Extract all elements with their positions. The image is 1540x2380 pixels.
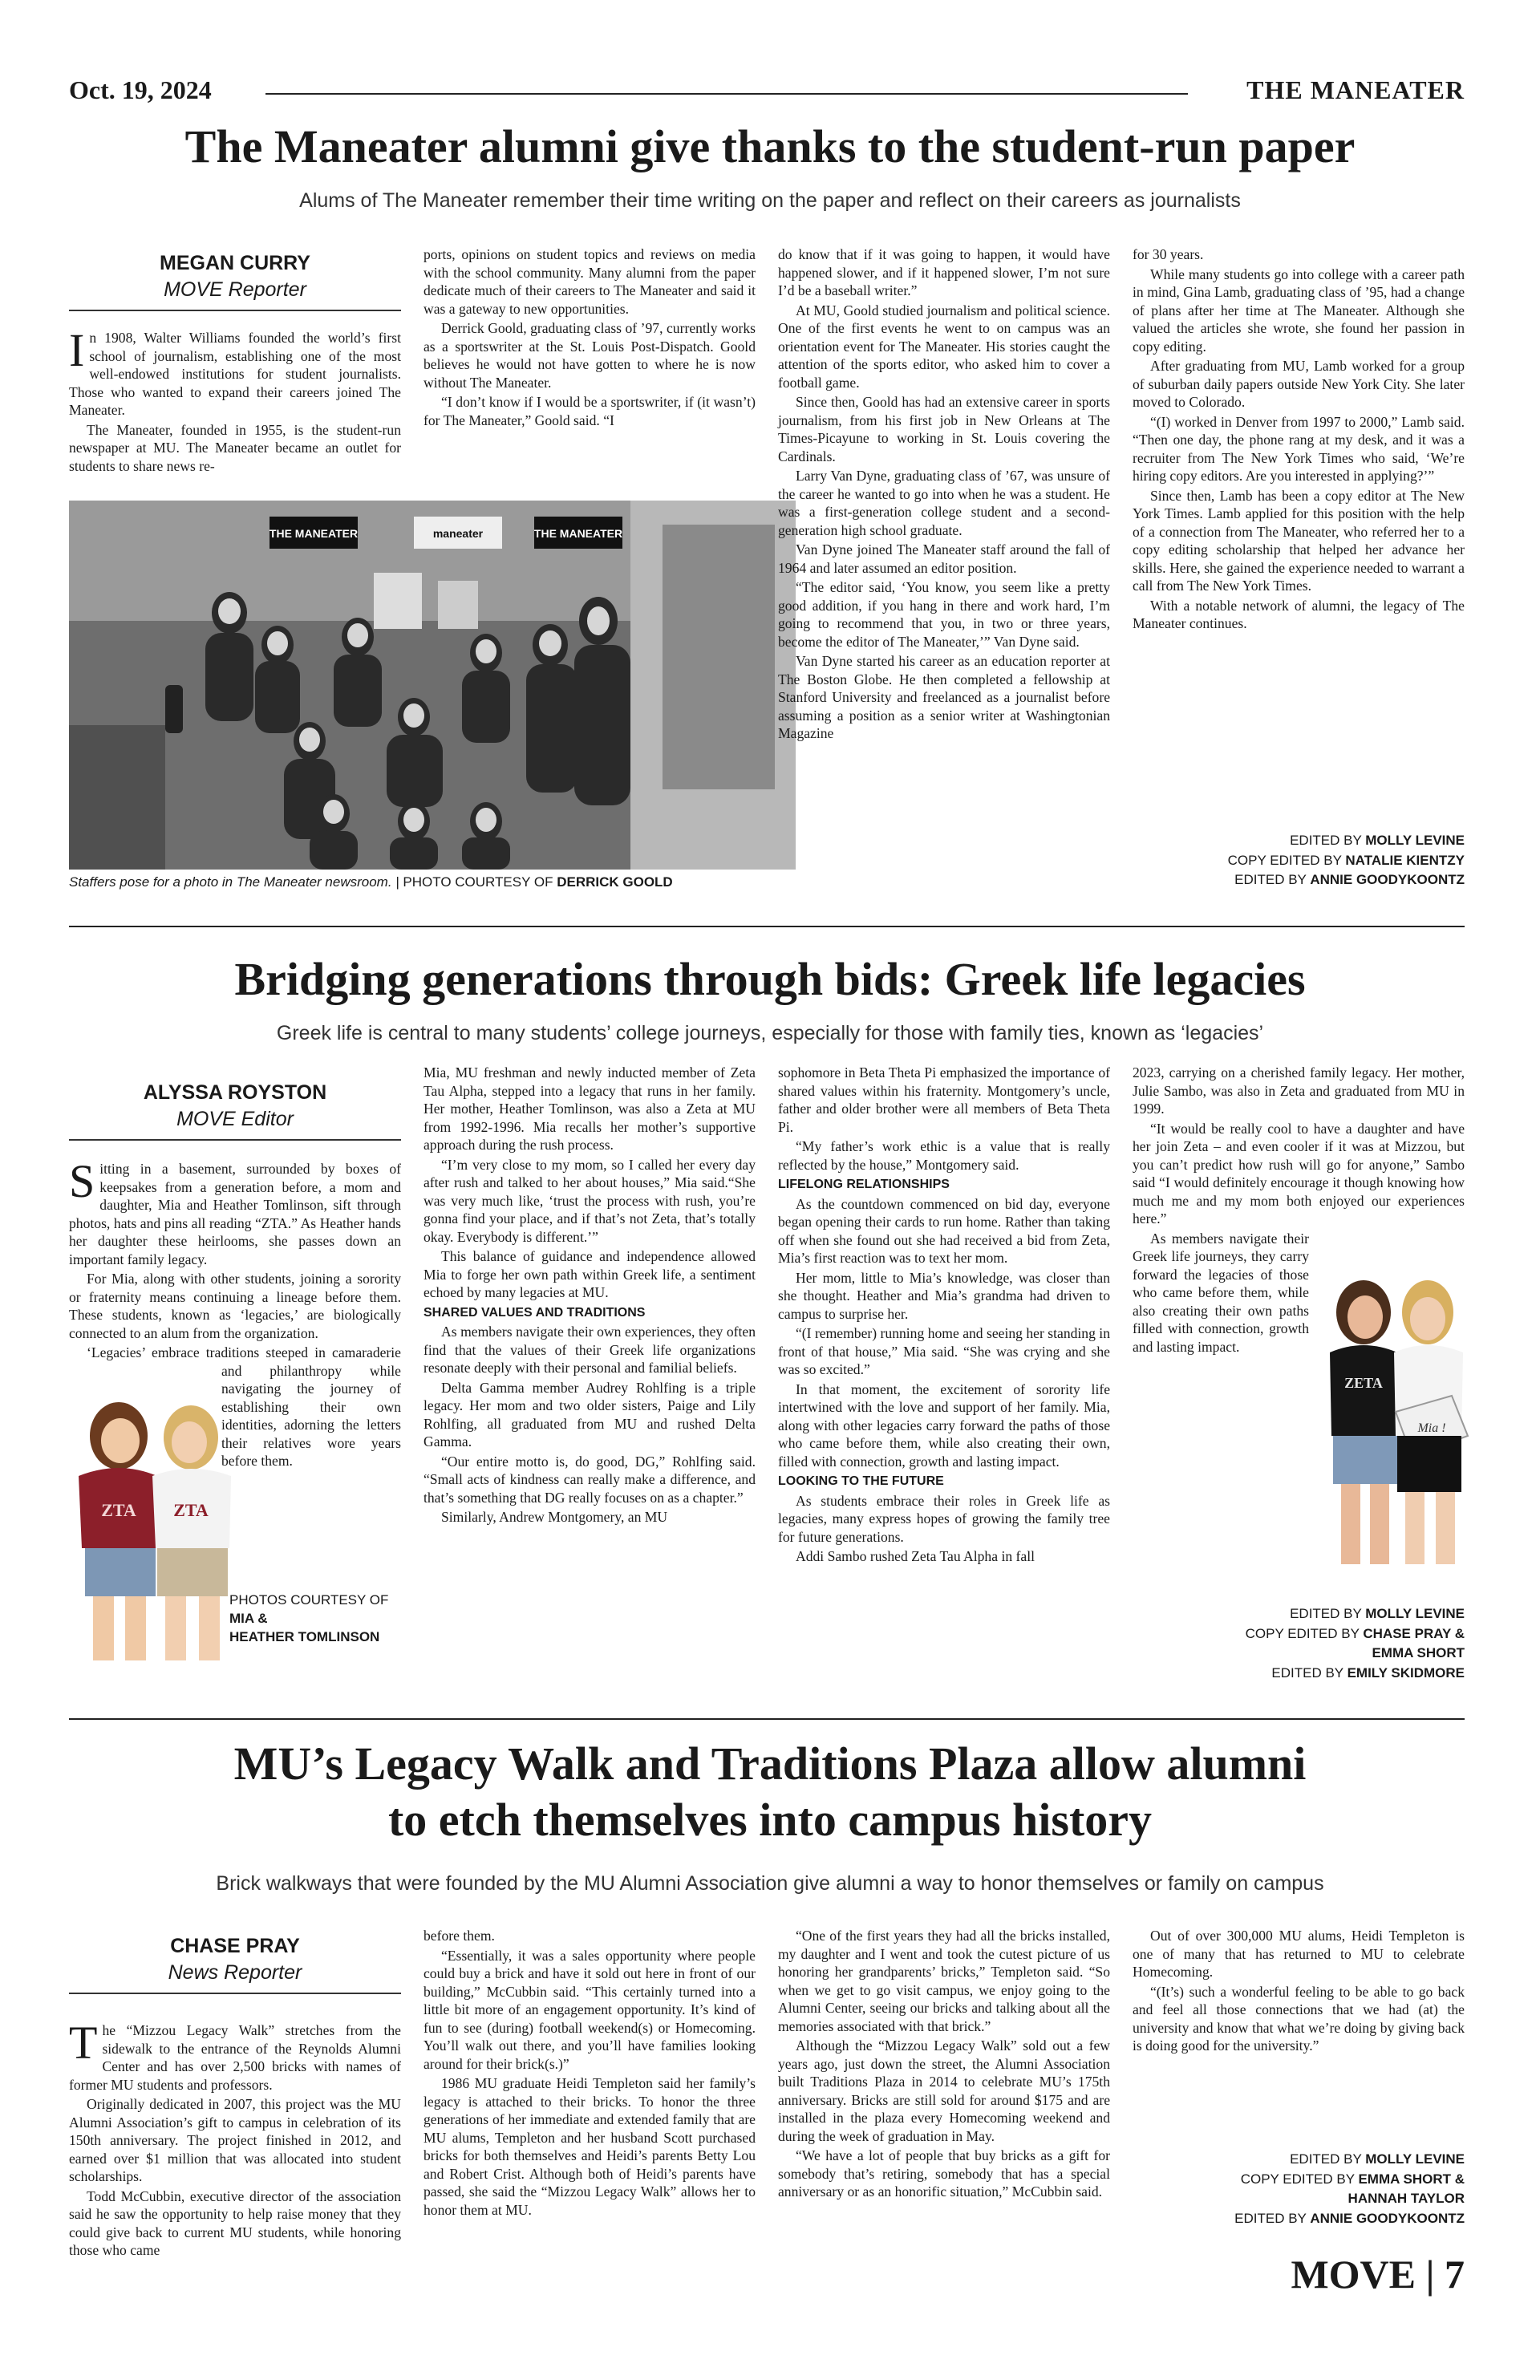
paragraph: Originally dedicated in 2007, this project was the MU Alumni Association’s gift to campus in celebration of its 150th anniversary. The project finished in 2012, and earned over $1 million that was allocated into student scholarships. bbox=[69, 2096, 401, 2185]
paragraph: “(I remember) running home and seeing her standing in front of that house,” Mia said. “She was crying and she was so excited.” bbox=[778, 1325, 1110, 1378]
subhead: SHARED VALUES AND TRADITIONS bbox=[424, 1305, 646, 1320]
paragraph: “I don’t know if I would be a sportswriter, if (it wasn’t) for The Maneater,” Goold said. “I bbox=[424, 394, 756, 428]
credit-line: EDITED BY MOLLY LEVINE bbox=[1290, 833, 1465, 848]
paragraph: for 30 years. bbox=[1133, 246, 1204, 262]
sign-text: Mia ! bbox=[1417, 1421, 1446, 1435]
paragraph: As students embrace their roles in Greek life as legacies, many express hopes of growing the family tree for future generations. bbox=[778, 1492, 1110, 1545]
paragraph: Van Dyne joined The Maneater staff around the fall of 1964 and later assumed an editor position. bbox=[778, 541, 1110, 576]
credit-line: EDITED BY MOLLY LEVINE bbox=[1290, 1606, 1465, 1621]
caption-credit-label: PHOTO COURTESY OF bbox=[403, 874, 553, 890]
drop-cap: T bbox=[69, 2017, 98, 2069]
paragraph: 2023, carrying on a cherished family legacy. Her mother, Julie Sambo, was also in Zeta and graduated from MU in 1999. bbox=[1133, 1064, 1465, 1117]
byline-rule bbox=[69, 310, 401, 311]
byline-rule bbox=[69, 1139, 401, 1141]
paragraph: The Maneater, founded in 1955, is the student-run newspaper at MU. The Maneater became an outlet for students to share news re- bbox=[69, 421, 401, 474]
article3-credits bbox=[1133, 2150, 1465, 2229]
credit-line: HANNAH TAYLOR bbox=[1348, 2191, 1465, 2207]
caption-credit-name: DERRICK GOOLD bbox=[557, 874, 673, 890]
paragraph: itting in a basement, surrounded by boxes of keepsakes from a generation before, a mom and daughter, Mia and Heather Tomlinson, sift through photos, hats and pins all reading “ZTA.” As Heather hands her daughter these heirlooms, she passes down an important family legacy. bbox=[69, 1161, 401, 1267]
headline-line: MU’s Legacy Walk and Traditions Plaza allow alumni bbox=[233, 1737, 1307, 1790]
section-divider bbox=[69, 926, 1465, 927]
subhead: LOOKING TO THE FUTURE bbox=[778, 1474, 944, 1489]
paragraph: As members navigate their own experiences, they often find that the values of their Greek life organizations resonate deeply with their personal and familial beliefs. bbox=[424, 1324, 756, 1377]
author-name: ALYSSA ROYSTON bbox=[143, 1081, 327, 1104]
photo-credit-name: HEATHER TOMLINSON bbox=[229, 1628, 380, 1644]
headline-line: to etch themselves into campus history bbox=[387, 1793, 1153, 1846]
byline-rule bbox=[69, 1993, 401, 1994]
article3-byline bbox=[69, 1935, 401, 1994]
article1-col2 bbox=[424, 245, 756, 431]
paragraph: Mia, MU freshman and newly inducted member of Zeta Tau Alpha, stepped into a legacy that runs in her family. Her mother, Heather Tomlinson, was also a Zeta at MU from 1992-1996. Mia recalls her mother’s supportive approach during the rush process. bbox=[424, 1064, 756, 1154]
masthead bbox=[69, 75, 1465, 107]
paragraph: do know that if it was going to happen, it would have happened slower, and if it happened slower, I’m not sure I’d be a baseball writer.” bbox=[778, 246, 1110, 299]
paragraph: “One of the first years they had all the bricks installed, my daughter and I went and took the cutest picture of us honoring her grandparents’ bricks,” Templeton said. “So when we get to go visit campus, we enjoy going to the Alumni Center, seeing our bricks and talking about all the memories associated with that brick.” bbox=[778, 1928, 1110, 2034]
paragraph: In that moment, the excitement of sorority life intertwined with the love and support of her family. Mia, along with other legacies carry forward the paths of those who came before them, while also creating their own, filled with connection, growth and lasting impact. bbox=[778, 1381, 1110, 1470]
paragraph: before them. bbox=[424, 1928, 495, 1944]
paragraph: Since then, Goold has had an extensive career in sports journalism, from his first job in New Orleans at The Times-Picayune to working in St. Louis covering the Cardinals. bbox=[778, 394, 1110, 464]
author-name: CHASE PRAY bbox=[170, 1935, 300, 1957]
paragraph: While many students go into college with a career path in mind, Gina Lamb, graduating class of ’95, had a change of plans after her time at The Maneater. Although she valued the articles she wrote, she found her passion in copy editing. bbox=[1133, 266, 1465, 355]
paragraph: “The editor said, ‘You know, you seem like a pretty good addition, if you hang in there and work hard, I’m going to recommend that you, in two or three years, become the editor of The Maneater,’” Van Dyne said. bbox=[778, 579, 1110, 650]
mia-heather-photo bbox=[63, 1396, 247, 1660]
paragraph: “Our entire motto is, do good, DG,” Rohlfing said. “Small acts of kindness can really make a difference, and that’s something that DG really focuses on as a chapter.” bbox=[424, 1453, 756, 1506]
author-role: News Reporter bbox=[168, 1961, 302, 1984]
caption-text: Staffers pose for a photo in The Maneater newsroom. bbox=[69, 874, 392, 890]
paragraph: “My father’s work ethic is a value that is really reflected by the house,” Montgomery said. bbox=[778, 1138, 1110, 1173]
subhead: LIFELONG RELATIONSHIPS bbox=[778, 1178, 950, 1192]
paragraph: Although the “Mizzou Legacy Walk” sold out a few years ago, just down the street, the Alumni Association built Traditions Plaza in 2014 to celebrate MU’s 175th anniversary. Bricks are still sold for around $175 and are installed in the plaza every Homecoming weekend and during the week of graduation in May. bbox=[778, 2037, 1110, 2144]
paragraph: “We have a lot of people that buy bricks as a gift for somebody that’s retiring, somebody that has a special anniversary or as an honorific situation,” McCubbin said. bbox=[778, 2147, 1110, 2200]
author-role: MOVE Reporter bbox=[164, 278, 306, 301]
paragraph: Delta Gamma member Audrey Rohlfing is a triple legacy. Her mom and two older sisters, Paige and Lily Rohlfing, all graduated from MU and rushed Delta Gamma. bbox=[424, 1379, 756, 1450]
credit-line: EMMA SHORT bbox=[1372, 1645, 1465, 1661]
paragraph: “I’m very close to my mom, so I called her every day after rush and talked to her about houses,” Mia said.“She was very much like, ‘trust the process with rush, you’re gonna find your place, and if that’s not Zeta, that’s totally okay. Everybody is different.’” bbox=[424, 1156, 756, 1245]
paragraph: At MU, Goold studied journalism and political science. One of the first events he went to on campus was an orientation event for The Maneater. His stories caught the attention of the sports editor, who asked him to cover a football game. bbox=[778, 302, 1110, 391]
article1-credits bbox=[1133, 831, 1465, 890]
photo-sign: THE MANEATER bbox=[533, 527, 623, 540]
paragraph: “Essentially, it was a sales opportunity where people could buy a brick and have it sold out here in front of our building,” McCubbin said. “This certainly turned into a little bit more of an engagement opportunity. It’s kind of fun to see (during) football weekend(s) or Homecoming. You’ll walk out there, and you’ll have families looking around for their brick(s.)” bbox=[424, 1947, 756, 2072]
article2-byline bbox=[69, 1081, 401, 1141]
paper-name: THE MANEATER bbox=[1246, 75, 1465, 104]
issue-date: Oct. 19, 2024 bbox=[69, 75, 212, 104]
newsroom-photo bbox=[69, 501, 796, 870]
credit-line: EDITED BY MOLLY LEVINE bbox=[1290, 2151, 1465, 2167]
article3-dek: Brick walkways that were founded by the MU Alumni Association give alumni a way to honor themselves or family on campus bbox=[216, 1872, 1324, 1895]
paragraph: Van Dyne started his career as an education reporter at The Boston Globe. He then completed a fellowship at Stanford University and freelanced as a journalist before assuming a position as a senior writer at Washingtonian Magazine bbox=[778, 653, 1110, 742]
credit-line: EDITED BY ANNIE GOODYKOONTZ bbox=[1234, 2210, 1465, 2226]
section-divider bbox=[69, 1718, 1465, 1720]
paragraph: he “Mizzou Legacy Walk” stretches from the sidewalk to the entrance of the Reynolds Alumni Center and has over 2,500 bricks with names of former MU students and professors. bbox=[69, 2022, 401, 2093]
paragraph bbox=[69, 1270, 401, 1342]
article1-col4 bbox=[1133, 245, 1465, 635]
credit-line: EDITED BY ANNIE GOODYKOONTZ bbox=[1234, 872, 1465, 888]
paragraph: Addi Sambo rushed Zeta Tau Alpha in fall bbox=[796, 1548, 1035, 1565]
paragraph: As members navigate their Greek life journeys, they carry forward the legacies of those who came before them, while also creating their own paths filled with connection, growth and lasting impact. bbox=[1133, 1230, 1309, 1355]
paragraph: Out of over 300,000 MU alums, Heidi Templeton is one of many that has returned to MU to celebrate Homecoming. bbox=[1133, 1928, 1465, 1981]
article1-col1 bbox=[69, 324, 401, 476]
paragraph: Similarly, Andrew Montgomery, an MU bbox=[441, 1509, 668, 1526]
paragraph: “(It’s) such a wonderful feeling to be able to go back and feel all those connections that we had (at) the university and know that what we’re doing by giving back is doing good for the university.” bbox=[1133, 1983, 1465, 2054]
masthead-rule bbox=[265, 93, 1188, 95]
article2-col3 bbox=[778, 1064, 1110, 1567]
paragraph: ‘Legacies’ embrace traditions steeped in camaraderie and philanthropy while navigating the journey of establishing their own identities, adorning the letters their relatives wore years before them. bbox=[87, 1344, 401, 1470]
article1-caption: Staffers pose for a photo in The Maneater newsroom. | PHOTO COURTESY OF DERRICK GOOLD bbox=[69, 874, 673, 890]
photo-sign: maneater bbox=[432, 527, 484, 540]
article2-dek: Greek life is central to many students’ college journeys, especially for those with family ties, known as ‘legacies’ bbox=[276, 1022, 1264, 1044]
paragraph: Since then, Lamb has been a copy editor at The New York Times. Lamb applied for this position with the help of a connection from The Maneater, who referred her to a copy editing scholarship that helped her advance her skills. Here, she gained the experience needed to warrant a call from The New York Times. bbox=[1133, 487, 1465, 594]
paragraph: This balance of guidance and independence allowed Mia to forge her own path within Greek life, a sentiment echoed by many legacies at MU. bbox=[424, 1248, 756, 1301]
paragraph: n 1908, Walter Williams founded the world’s first school of journalism, establishing one of the most well-endowed institutions for student journalists. Those who wanted to expand their careers joined The Maneater. bbox=[69, 330, 401, 419]
article1-headline: The Maneater alumni give thanks to the student-run paper bbox=[184, 120, 1356, 172]
shirt-text: ZTA bbox=[101, 1500, 136, 1520]
shirt-text: ZETA bbox=[1344, 1375, 1383, 1391]
paragraph: ports, opinions on student topics and reviews on media with the school community. Many alumni from the paper dedicate much of their careers to The Maneater and said it was a gateway to new opportunities. bbox=[424, 246, 756, 317]
paragraph: “It would be really cool to have a daughter and have her join Zeta – and even cooler if it was at Mizzou, but you can’t predict how rush will go for anyone,” Sambo said “I would definitely encourage it though knowing how much me and my mom both enjoyed our experiences here.” bbox=[1133, 1120, 1465, 1227]
article1-byline bbox=[69, 252, 401, 311]
article1-dek: Alums of The Maneater remember their time writing on the paper and reflect on their careers as journalists bbox=[299, 189, 1241, 212]
paragraph: After graduating from MU, Lamb worked for a group of suburban daily papers outside New York City. She later moved to Colorado. bbox=[1133, 358, 1465, 411]
credit-line: COPY EDITED BY NATALIE KIENTZY bbox=[1227, 852, 1465, 868]
paragraph: Larry Van Dyne, graduating class of ’67, was unsure of the career he wanted to go into when he was a student. He was a first-generation college student and a second-generation high school graduate. bbox=[778, 468, 1110, 538]
article2-headline: Bridging generations through bids: Greek life legacies bbox=[234, 953, 1306, 1005]
article2-photo-credit bbox=[229, 1591, 406, 1647]
paragraph: “(I) worked in Denver from 1997 to 2000,” Lamb said. “Then one day, the phone rang at my desk, and it was a recruiter from The New York Times who said, ‘We’re hiring copy editors. Are you interested in applying?’” bbox=[1133, 413, 1465, 485]
article2-col2 bbox=[424, 1064, 756, 1528]
photo-credit-label: PHOTOS COURTESY OF bbox=[229, 1592, 389, 1608]
paragraph-text: For Mia, along with other students, joining a sorority or fraternity means continuing a lineage before them. These students, known as ‘legacies,’ are biologically connected to an alum from the organization. bbox=[69, 1271, 401, 1341]
article3-col1 bbox=[69, 2017, 401, 2261]
paragraph: Todd McCubbin, executive director of the association said he saw the opportunity to help raise money that they could give back to current MU students, while honoring those who came bbox=[69, 2187, 401, 2259]
shirt-text: ZTA bbox=[173, 1500, 209, 1520]
page-folio: MOVE | 7 bbox=[1291, 2252, 1465, 2297]
author-name: MEGAN CURRY bbox=[160, 252, 310, 274]
article2-credits bbox=[1133, 1604, 1465, 1684]
article1-col3 bbox=[778, 245, 1110, 744]
paragraph: As the countdown commenced on bid day, everyone began opening their cards to run home. Rather than taking off when she found out she had received a bid from Zeta, Mia’s first reaction was to text her mom. bbox=[778, 1195, 1110, 1267]
paragraph: Derrick Goold, graduating class of ’97, currently works as a sportswriter at the St. Louis Post-Dispatch. Goold believes he would not have gotten to where he is now without The Maneater. bbox=[424, 320, 756, 391]
drop-cap: S bbox=[69, 1155, 95, 1207]
photo-credit-name: MIA & bbox=[229, 1610, 268, 1626]
paragraph: Her mom, little to Mia’s knowledge, was closer than she thought. Heather and Mia’s grandma had driven to campus to surprise her. bbox=[778, 1269, 1110, 1322]
credit-line: COPY EDITED BY CHASE PRAY & bbox=[1245, 1625, 1465, 1641]
credit-line: COPY EDITED BY EMMA SHORT & bbox=[1240, 2171, 1465, 2187]
paragraph: 1986 MU graduate Heidi Templeton said her family’s legacy is attached to their bricks. To honor the three generations of her immediate and extended family that are MU alums, Templeton and her husband Scott purchased bricks for both themselves and Heidi’s parents Betty Lou and Robert Crist. Although both of Heidi’s parents have passed, she said the “Mizzou Legacy Walk” allows her to honor them at MU. bbox=[424, 2075, 756, 2218]
credit-line: EDITED BY EMILY SKIDMORE bbox=[1271, 1664, 1465, 1681]
article3-headline bbox=[48, 1736, 1492, 1847]
article3-col4 bbox=[1133, 1927, 1465, 2057]
paragraph: sophomore in Beta Theta Pi emphasized the importance of shared values within his fraternity. Montgomery’s uncle, father and older brother were all members of Beta Theta Pi. bbox=[778, 1064, 1110, 1135]
zeta-sisters-photo bbox=[1315, 1275, 1476, 1564]
photo-sign: THE MANEATER bbox=[269, 527, 359, 540]
author-role: MOVE Editor bbox=[176, 1108, 294, 1130]
article3-col3 bbox=[778, 1927, 1110, 2203]
drop-cap: I bbox=[69, 324, 85, 376]
article3-col2 bbox=[424, 1927, 756, 2220]
paragraph: With a notable network of alumni, the legacy of The Maneater continues. bbox=[1133, 597, 1465, 632]
